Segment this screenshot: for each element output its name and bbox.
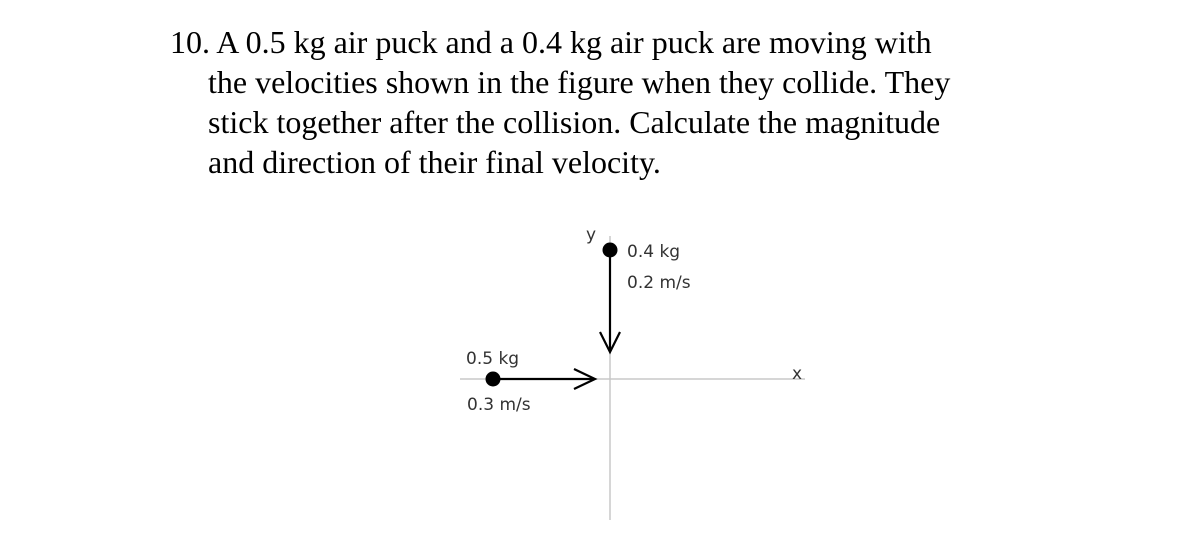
y-axis-label: y <box>586 225 597 245</box>
puck-b-mass-label: 0.4 kg <box>627 242 681 262</box>
puck-a-speed-label: 0.3 m/s <box>467 395 531 415</box>
puck-a-mass-label: 0.5 kg <box>466 349 520 369</box>
puck-b-speed-label: 0.2 m/s <box>627 273 691 293</box>
problem-number: 10. <box>170 24 210 60</box>
x-axis-label: x <box>792 364 803 384</box>
problem-line-3: stick together after the collision. Calculate the magnitude <box>208 104 941 140</box>
problem-line-2: the velocities shown in the figure when they collide. They <box>208 64 951 100</box>
problem-line-1: 10. A 0.5 kg air puck and a 0.4 kg air puck are moving with <box>170 24 932 60</box>
problem-line-4: and direction of their final velocity. <box>208 144 661 180</box>
